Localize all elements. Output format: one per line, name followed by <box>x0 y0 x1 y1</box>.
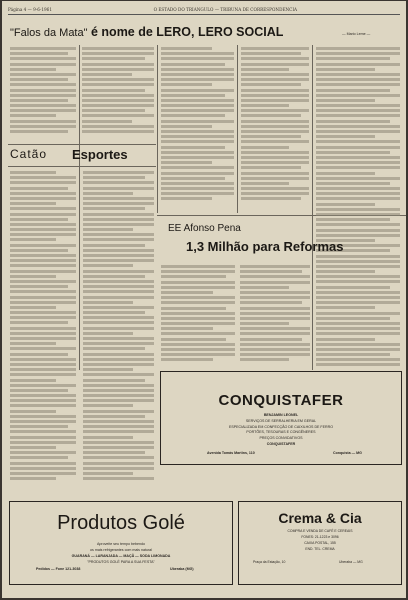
afonso-kicker: EE Afonso Pena <box>168 223 241 234</box>
crema-title: Crema & Cia <box>278 510 362 526</box>
conquistafer-address: Avenida Tomás Martins, 110 <box>207 451 255 455</box>
conquistafer-line1: SERVIÇOS DE SERRALHERIA EM GERAL <box>245 419 317 423</box>
catao-label: Catão <box>10 147 48 161</box>
column-rule <box>237 45 238 213</box>
headline-rest: é nome de LERO, LERO SOCIAL <box>91 25 284 39</box>
section-rule <box>8 166 156 167</box>
section-rule <box>8 144 156 145</box>
gole-slogan: "PRODUTOS GOLÉ PARA A SUA FESTA" <box>87 560 155 564</box>
article-col4 <box>241 47 309 212</box>
gole-city: Uberaba (MG) <box>170 567 194 571</box>
crema-address: Praça da Estação, 10 <box>253 560 286 564</box>
gole-line2: os mais refrigerantes com mais natural <box>90 548 152 552</box>
newspaper-page <box>2 1 406 598</box>
conquistafer-line3: PORTÕES, TESOURAS E CONGÊNERES <box>246 430 316 434</box>
gole-line1: Aproveite seu tempo bebendo <box>97 542 145 546</box>
column-rule <box>157 45 158 213</box>
gole-phone: Pedidos — Fone 121-3038 <box>36 567 81 571</box>
conquistafer-brand: CONQUISTAFER <box>266 442 296 446</box>
ad-produtos-gole <box>9 501 233 585</box>
crema-line4: END. TEL. CREMA <box>305 547 335 551</box>
header-date: Página 4 — 9-6-1961 <box>8 6 52 12</box>
article-col2-top <box>82 47 154 139</box>
ad-conquistafer <box>160 371 402 465</box>
column-rule <box>79 45 80 370</box>
article-col3 <box>161 47 234 212</box>
gole-title: Produtos Golé <box>57 512 185 534</box>
conquistafer-title: CONQUISTAFER <box>218 392 344 409</box>
crema-line1: COMPRA E VENDA DE CAFÉ E CEREAIS <box>287 529 353 533</box>
conquistafer-owner: BENJAMIN LEONEL <box>263 413 299 417</box>
conquistafer-line4: PREÇOS CONVIDATIVOS <box>259 435 303 440</box>
page-header <box>8 4 400 15</box>
gole-line3: GUARANÁ — LARANJADA — MAÇÃ — SODA LIMONADA <box>71 554 171 558</box>
afonso-col1 <box>161 265 235 369</box>
afonso-title: 1,3 Milhão para Reformas <box>186 239 344 254</box>
afonso-col2 <box>240 265 310 369</box>
article-col2-lower <box>83 171 154 499</box>
headline-quoted: "Falos da Mata" <box>10 27 88 39</box>
header-masthead: O ESTADO DO TRIANGULO — TRIBUNA DE CORRESPONDENCIA <box>153 6 298 12</box>
article-col1-lower <box>10 171 76 499</box>
article-col5 <box>316 47 400 367</box>
crema-line2: FONES: 21-1223 e 3096 <box>301 535 339 539</box>
crema-city: Uberaba — MG <box>339 560 363 564</box>
headline-byline: — Mario Leme — <box>342 32 371 36</box>
lerolero-headline <box>10 25 283 39</box>
conquistafer-line2: ESPECIALIZADA EM CONFECÇÃO DE CAIXILHOS DE FERRO <box>228 424 334 429</box>
header-page <box>399 7 400 12</box>
column-rule <box>312 45 313 370</box>
esportes-title: Esportes <box>72 147 128 162</box>
crema-line3: CAIXA POSTAL, 155 <box>304 541 336 545</box>
article-col1-top <box>10 47 76 139</box>
ad-crema-cia <box>238 501 402 585</box>
conquistafer-city: Conquista — MG <box>333 451 362 455</box>
